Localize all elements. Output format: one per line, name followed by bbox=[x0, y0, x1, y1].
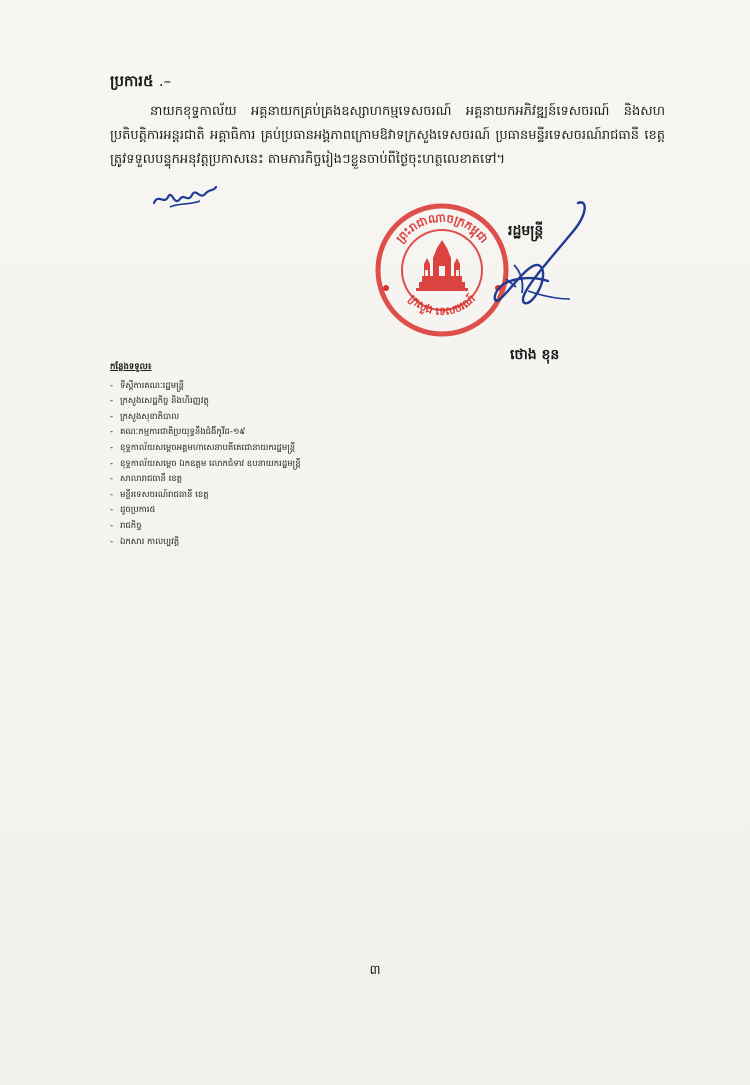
article-heading-dash: .– bbox=[158, 72, 172, 90]
article-heading-label: ប្រការ៥ bbox=[110, 72, 154, 90]
recipients-section bbox=[110, 360, 430, 550]
list-dash: - bbox=[110, 489, 114, 500]
list-dash: - bbox=[110, 505, 114, 516]
recipient-item: - ខុទ្ទកាល័យសម្តេច ឯកឧត្តម លោកជំទាវ ឧបនាយករដ្ឋមន្ត្រី bbox=[110, 457, 430, 473]
article-body-text: នាយកខុទ្ទកាល័យ អគ្គនាយកគ្រប់គ្រងឧស្សាហកម្មទេសចរណ៍ អគ្គនាយកអភិវឌ្ឍន៍ទេសចរណ៍ និងសហប្រតិបត្តិការអន្តរជាតិ អគ្គាធិការ គ្រប់ប្រធានអង្គភាពក្រោមឱវាទក្រសួងទេសចរណ៍ ប្រធានមន្ទីរទេសចរណ៍រាជធានី ខេត្ត ត្រូវទទួលបន្ទុកអនុវត្តប្រកាសនេះ តាមភារកិច្ចរៀងៗខ្លួនចាប់ពីថ្ងៃចុះហត្ថលេខាតទៅ។ bbox=[110, 104, 665, 167]
list-dash: - bbox=[110, 458, 114, 469]
recipient-item: - សាលារាជធានី ខេត្ត bbox=[110, 472, 430, 488]
recipients-list bbox=[110, 379, 430, 551]
list-dash: - bbox=[110, 396, 114, 407]
list-dash: - bbox=[110, 427, 114, 438]
recipient-item: - រាជកិច្ច bbox=[110, 519, 430, 535]
signatory-title: រដ្ឋមន្ត្រី bbox=[508, 223, 544, 239]
stamp-top-text: ព្រះរាជាណាចក្រកម្ពុជា bbox=[393, 210, 491, 246]
list-dash: - bbox=[110, 536, 114, 547]
recipient-item: - ឯកសារ កាលប្បវត្តិ bbox=[110, 535, 430, 551]
recipient-item: - ទីស្តីការគណៈរដ្ឋមន្ត្រី bbox=[110, 379, 430, 395]
recipients-heading: កន្លែងទទួល៖ bbox=[110, 362, 152, 372]
recipient-item: - មន្ទីរទេសចរណ៍រាជធានី ខេត្ត bbox=[110, 488, 430, 504]
recipient-item: - ដូចប្រការ៥ bbox=[110, 503, 430, 519]
recipient-item: - ខុទ្ទកាល័យសម្តេចអគ្គមហាសេនាបតីតេជោនាយករដ្ឋមន្ត្រី bbox=[110, 441, 430, 457]
recipient-item: - គណៈកម្មការជាតិប្រយុទ្ធនឹងជំងឺកូវីដ-១៩ bbox=[110, 425, 430, 441]
angkor-temple-icon bbox=[416, 240, 468, 291]
minister-signature bbox=[470, 195, 600, 335]
stamp-dot-left bbox=[383, 285, 389, 291]
recipient-item: - ក្រសួងសុខាភិបាល bbox=[110, 410, 430, 426]
list-dash: - bbox=[110, 411, 114, 422]
signatory-name: ថោង ខុន bbox=[510, 347, 560, 363]
handwritten-initials bbox=[150, 183, 220, 213]
page-number: ៣ bbox=[369, 963, 381, 978]
list-dash: - bbox=[110, 474, 114, 485]
recipient-item: - ក្រសួងសេដ្ឋកិច្ច និងហិរញ្ញវត្ថុ bbox=[110, 394, 430, 410]
list-dash: - bbox=[110, 380, 114, 391]
list-dash: - bbox=[110, 442, 114, 453]
article-body bbox=[110, 100, 665, 172]
article-heading bbox=[110, 72, 171, 94]
stamp-bottom-text: ក្រសួង ទេសចរណ៍ bbox=[406, 292, 478, 319]
list-dash: - bbox=[110, 520, 114, 531]
svg-text:ក្រសួង ទេសចរណ៍ bbox=[406, 291, 478, 318]
